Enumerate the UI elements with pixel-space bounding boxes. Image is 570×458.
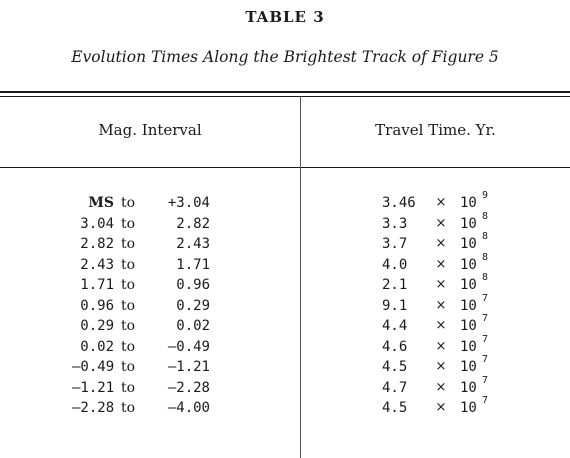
header-rule — [0, 167, 570, 168]
interval-until: —1.21 — [167, 359, 210, 375]
table-caption: Evolution Times Along the Brightest Track of Figure 5 — [71, 48, 499, 66]
interval-from: 0.02 — [80, 338, 114, 355]
interval-to-word: to — [121, 379, 136, 396]
table-row — [0, 395, 570, 419]
time-exponent: 7 — [482, 395, 489, 406]
time-base: 10 — [460, 338, 477, 355]
time-exponent: 7 — [482, 374, 489, 386]
time-mantissa: 3.7 — [382, 236, 408, 252]
interval-until: 2.82 — [176, 215, 210, 232]
time-base: 10 — [460, 400, 477, 416]
interval-to-word: to — [121, 318, 136, 334]
times-symbol: × — [435, 236, 447, 251]
time-mantissa: 4.4 — [382, 318, 408, 334]
interval-until: 1.71 — [176, 256, 210, 273]
interval-until: 0.02 — [176, 318, 210, 334]
times-symbol: × — [435, 359, 447, 374]
interval-until: 2.43 — [176, 236, 210, 252]
time-base: 10 — [460, 379, 477, 396]
time-mantissa: 4.5 — [382, 359, 408, 375]
interval-to-word: to — [121, 195, 136, 211]
interval-until: —2.28 — [167, 379, 210, 396]
times-symbol: × — [435, 277, 447, 292]
interval-from: 0.29 — [80, 318, 114, 334]
interval-from: 2.82 — [80, 236, 114, 252]
time-exponent: 7 — [482, 333, 489, 345]
times-symbol: × — [435, 400, 447, 415]
time-exponent: 9 — [482, 190, 489, 201]
time-exponent: 8 — [482, 210, 489, 222]
interval-to-word: to — [121, 338, 136, 355]
top-rule-thin — [0, 96, 570, 97]
time-base: 10 — [460, 277, 477, 293]
interval-to-word: to — [121, 236, 136, 252]
interval-to-word: to — [121, 277, 136, 293]
interval-until: +3.04 — [167, 195, 210, 211]
time-base: 10 — [460, 318, 477, 334]
time-exponent: 8 — [482, 251, 489, 263]
interval-to-word: to — [121, 215, 136, 232]
interval-until: —0.49 — [167, 338, 210, 355]
interval-from: —0.49 — [72, 359, 115, 375]
time-exponent: 8 — [482, 272, 489, 283]
time-mantissa: 9.1 — [382, 297, 408, 314]
times-symbol: × — [435, 338, 447, 354]
time-mantissa: 4.0 — [382, 256, 408, 273]
interval-until: —4.00 — [167, 400, 210, 416]
time-exponent: 7 — [482, 354, 489, 365]
interval-from: 0.96 — [80, 297, 114, 314]
time-mantissa: 3.3 — [382, 215, 408, 232]
times-symbol: × — [435, 379, 447, 395]
time-base: 10 — [460, 236, 477, 252]
time-base: 10 — [460, 297, 477, 314]
interval-until: 0.96 — [176, 277, 210, 293]
time-base: 10 — [460, 256, 477, 273]
interval-from: 3.04 — [80, 215, 114, 232]
interval-to-word: to — [121, 256, 136, 273]
interval-from: MS — [88, 195, 114, 211]
time-base: 10 — [460, 359, 477, 375]
interval-from: 2.43 — [80, 256, 114, 273]
times-symbol: × — [435, 318, 447, 333]
time-mantissa: 4.7 — [382, 379, 408, 396]
times-symbol: × — [435, 195, 447, 210]
interval-to-word: to — [121, 400, 136, 416]
time-mantissa: 2.1 — [382, 277, 408, 293]
table-label: TABLE 3 — [245, 8, 325, 26]
time-mantissa: 3.46 — [382, 195, 416, 211]
interval-from: —2.28 — [72, 400, 115, 416]
time-exponent: 7 — [482, 292, 489, 304]
time-mantissa: 4.5 — [382, 400, 408, 416]
interval-to-word: to — [121, 359, 136, 375]
interval-from: 1.71 — [80, 277, 114, 293]
times-symbol: × — [435, 297, 447, 313]
time-exponent: 8 — [482, 231, 489, 242]
top-rule-thick — [0, 91, 570, 93]
times-symbol: × — [435, 256, 447, 272]
header-mag-interval: Mag. Interval — [98, 121, 202, 139]
time-base: 10 — [460, 195, 477, 211]
time-exponent: 7 — [482, 313, 489, 324]
interval-to-word: to — [121, 297, 136, 314]
time-base: 10 — [460, 215, 477, 232]
header-travel-time: Travel Time. Yr. — [375, 121, 496, 139]
interval-until: 0.29 — [176, 297, 210, 314]
time-mantissa: 4.6 — [382, 338, 408, 355]
times-symbol: × — [435, 215, 447, 231]
interval-from: —1.21 — [72, 379, 115, 396]
table-body — [0, 190, 570, 419]
